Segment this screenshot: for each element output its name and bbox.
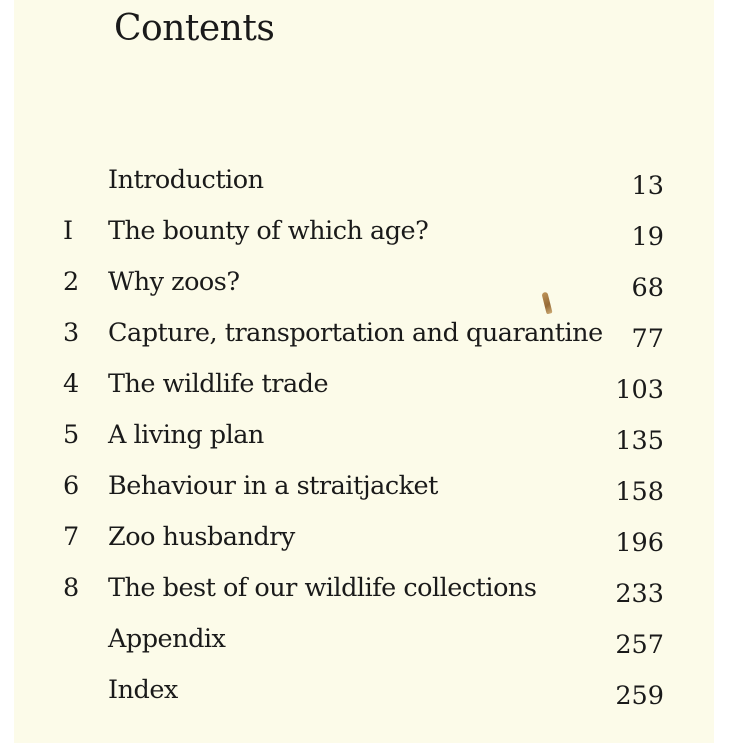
toc-entry-introduction — [14, 165, 714, 216]
page-number: 68 — [631, 273, 664, 303]
chapter-number: 4 — [63, 369, 80, 399]
chapter-title: Appendix — [108, 624, 226, 654]
contents-list — [14, 165, 714, 726]
chapter-title: A living plan — [108, 420, 264, 450]
chapter-title: Behaviour in a straitjacket — [108, 471, 438, 501]
chapter-number: 5 — [63, 420, 80, 450]
page-number: 257 — [615, 630, 664, 660]
page-number: 135 — [615, 426, 664, 456]
page-number: 13 — [631, 171, 664, 201]
chapter-number: I — [63, 216, 74, 246]
page-number: 77 — [631, 324, 664, 354]
chapter-number: 8 — [63, 573, 80, 603]
book-page — [14, 0, 714, 743]
toc-entry-chapter-4 — [14, 369, 714, 420]
chapter-number: 3 — [63, 318, 80, 348]
page-title: Contents — [114, 8, 275, 49]
page-number: 196 — [615, 528, 664, 558]
page-number: 259 — [615, 681, 664, 711]
toc-entry-chapter-5 — [14, 420, 714, 471]
chapter-number: 6 — [63, 471, 80, 501]
chapter-title: Capture, transportation and quarantine — [108, 318, 603, 348]
chapter-title: The bounty of which age? — [108, 216, 429, 246]
chapter-title: Zoo husbandry — [108, 522, 295, 552]
chapter-title: The wildlife trade — [108, 369, 329, 399]
toc-entry-appendix — [14, 624, 714, 675]
chapter-number: 2 — [63, 267, 80, 297]
toc-entry-chapter-8 — [14, 573, 714, 624]
chapter-title: The best of our wildlife collections — [108, 573, 537, 603]
chapter-title: Why zoos? — [108, 267, 240, 297]
chapter-title: Index — [108, 675, 178, 705]
page-number: 19 — [631, 222, 664, 252]
chapter-number: 7 — [63, 522, 80, 552]
toc-entry-chapter-1 — [14, 216, 714, 267]
page-number: 158 — [615, 477, 664, 507]
toc-entry-index — [14, 675, 714, 726]
page-number: 233 — [615, 579, 664, 609]
toc-entry-chapter-2 — [14, 267, 714, 318]
page-number: 103 — [615, 375, 664, 405]
toc-entry-chapter-6 — [14, 471, 714, 522]
toc-entry-chapter-7 — [14, 522, 714, 573]
chapter-title: Introduction — [108, 165, 264, 195]
toc-entry-chapter-3 — [14, 318, 714, 369]
